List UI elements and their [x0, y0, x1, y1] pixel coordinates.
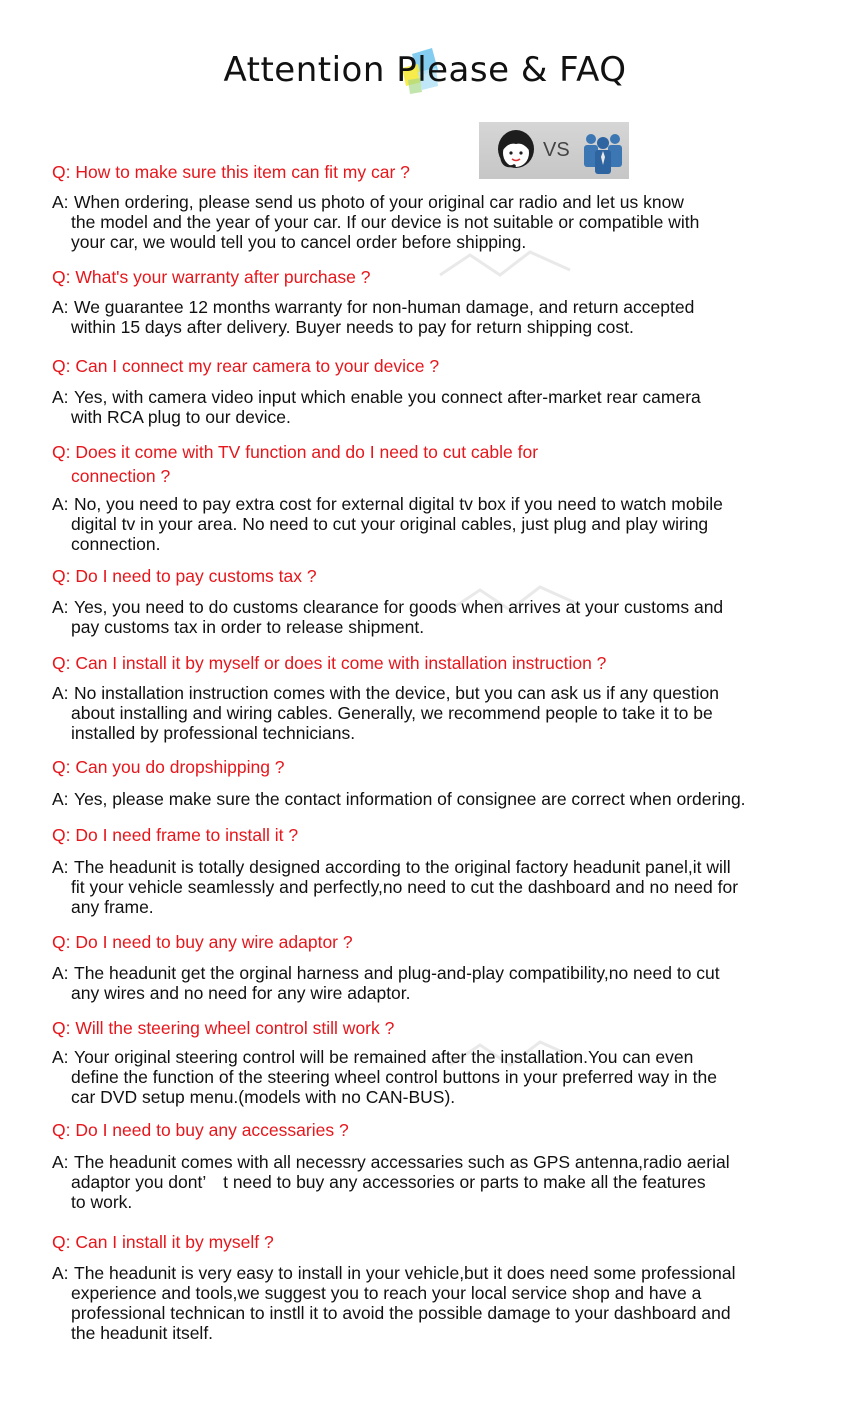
- faq-question: Q: Can I install it by myself ?: [52, 1232, 274, 1252]
- faq-answer: A: The headunit comes with all necessry accessaries such as GPS antenna,radio aerial adaptor you dont’ t need to buy any accessories or parts to make all the features to work.: [52, 1152, 730, 1212]
- faq-question: Q: How to make sure this item can fit my car ?: [52, 162, 410, 182]
- faq-question: Q: Can I connect my rear camera to your device ?: [52, 356, 440, 376]
- faq-question: Q: Will the steering wheel control still work ?: [52, 1018, 395, 1038]
- faq-answer: A: No installation instruction comes with the device, but you can ask us if any question about installing and wiring cables. Generally, we recommend people to take it to be installed by professional technicians.: [52, 683, 719, 743]
- faq-answer: A: The headunit is totally designed according to the original factory headunit panel,it will fit your vehicle seamlessly and perfectly,no need to cut the dashboard and no need for any frame.: [52, 857, 739, 917]
- faq-answer: A: Yes, you need to do customs clearance for goods when arrives at your customs and pay customs tax in order to release shipment.: [52, 597, 724, 637]
- faq-question: Q: Can you do dropshipping ?: [52, 757, 285, 777]
- faq-answer: A: The headunit get the orginal harness and plug-and-play compatibility,no need to cut any wires and no need for any wire adaptor.: [52, 963, 720, 1003]
- vs-banner: [479, 122, 629, 179]
- faq-answer: A: The headunit is very easy to install in your vehicle,but it does need some professional experience and tools,we suggest you to reach your local service shop and have a professional technican to instll it to avoid the possible damage to your dashboard and the headunit itself.: [52, 1263, 736, 1343]
- faq-question: Q: Do I need to pay customs tax ?: [52, 566, 317, 586]
- faq-answer: A: We guarantee 12 months warranty for non-human damage, and return accepted within 15 days after delivery. Buyer needs to pay for return shipping cost.: [52, 297, 695, 337]
- faq-question: Q: Do I need frame to install it ?: [52, 825, 299, 845]
- faq-answer: A: No, you need to pay extra cost for external digital tv box if you need to watch mobile digital tv in your area. No need to cut your original cables, just plug and play wiring connection.: [52, 494, 723, 554]
- faq-question: Q: Do I need to buy any wire adaptor ?: [52, 932, 353, 952]
- faq-question: Q: What's your warranty after purchase ?: [52, 267, 371, 287]
- team-group-icon: [579, 127, 627, 175]
- faq-question: Q: Does it come with TV function and do I need to cut cable for connection ?: [52, 442, 539, 486]
- page-title: Attention Please & FAQ: [223, 50, 627, 90]
- page-header: [0, 50, 850, 90]
- vs-label: VS: [543, 139, 570, 161]
- faq-answer: A: Yes, with camera video input which enable you connect after-market rear camera with RCA plug to our device.: [52, 387, 701, 427]
- faq-question: Q: Do I need to buy any accessaries ?: [52, 1120, 349, 1140]
- customer-service-agent-icon: [493, 128, 539, 174]
- faq-answer: A: Your original steering control will be remained after the installation.You can even define the function of the steering wheel control buttons in your preferred way in the car DVD setup menu.(models with no CAN-BUS).: [52, 1047, 717, 1107]
- faq-answer: A: When ordering, please send us photo of your original car radio and let us know the model and the year of your car. If our device is not suitable or compatible with your car, we would tell you to cancel order before shipping.: [52, 192, 700, 252]
- faq-answer: A: Yes, please make sure the contact information of consignee are correct when ordering.: [52, 789, 746, 809]
- faq-question: Q: Can I install it by myself or does it come with installation instruction ?: [52, 653, 607, 673]
